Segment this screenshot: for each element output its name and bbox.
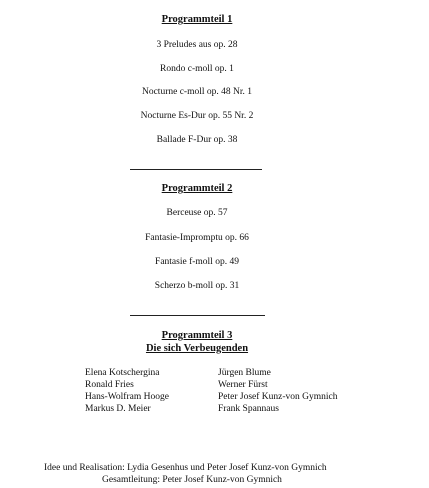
performer-name: Elena Kotschergina — [85, 368, 160, 378]
section2-item: Berceuse op. 57 — [166, 208, 228, 218]
section2-item: Fantasie-Impromptu op. 66 — [145, 233, 249, 243]
section-divider — [130, 169, 262, 170]
section1-item: Ballade F-Dur op. 38 — [156, 135, 238, 145]
credits-idea: Idee und Realisation: Lydia Gesenhus und Peter Josef Kunz-von Gymnich — [44, 463, 327, 473]
section1-item: Nocturne c-moll op. 48 Nr. 1 — [141, 87, 253, 97]
section2-heading: Programmteil 2 — [161, 183, 233, 194]
section1-item: Nocturne Es-Dur op. 55 Nr. 2 — [140, 111, 254, 121]
section1-item: Rondo c-moll op. 1 — [160, 64, 234, 74]
performer-name: Markus D. Meier — [85, 404, 151, 414]
section3-heading: Programmteil 3 — [161, 330, 233, 341]
section2-item: Scherzo b-moll op. 31 — [154, 281, 240, 291]
performer-name: Hans-Wolfram Hooge — [85, 392, 169, 402]
performer-name: Ronald Fries — [85, 380, 134, 390]
performer-name: Peter Josef Kunz-von Gymnich — [218, 392, 338, 402]
section-divider — [130, 315, 265, 316]
section1-item: 3 Preludes aus op. 28 — [156, 40, 238, 50]
performer-list-left — [85, 367, 169, 415]
performer-name: Jürgen Blume — [218, 368, 271, 378]
performer-name: Frank Spannaus — [218, 404, 279, 414]
section2-item: Fantasie f-moll op. 49 — [155, 257, 239, 267]
credits-direction: Gesamtleitung: Peter Josef Kunz-von Gymnich — [102, 475, 282, 485]
performer-list-right — [218, 367, 338, 415]
performer-name: Werner Fürst — [218, 380, 268, 390]
section1-heading: Programmteil 1 — [161, 14, 233, 25]
section3-subheading: Die sich Verbeugenden — [145, 343, 249, 354]
